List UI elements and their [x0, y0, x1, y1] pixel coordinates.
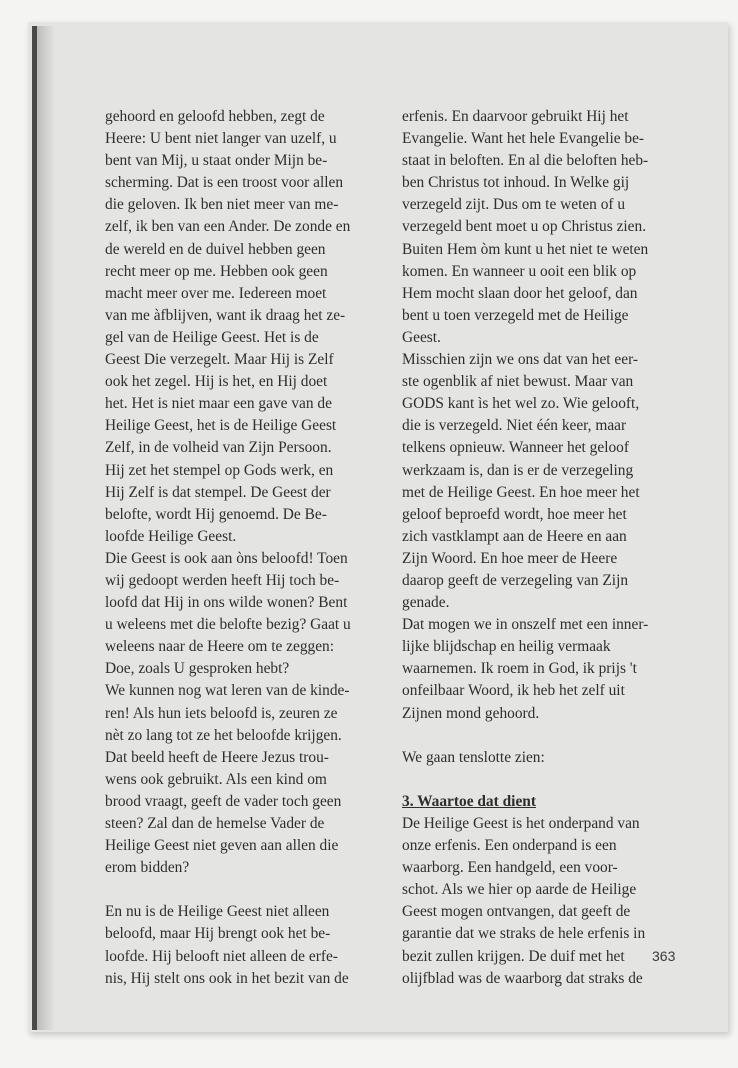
- text-line: Hij zet het stempel op Gods werk, en: [105, 461, 334, 479]
- text-line: We kunnen nog wat leren van de kinde-: [105, 682, 350, 700]
- text-line: scherming. Dat is een troost voor allen: [105, 174, 344, 192]
- text-line: bent u toen verzegeld met de Heilige: [402, 306, 629, 324]
- text-line: Zijnen mond gehoord.: [402, 704, 540, 722]
- text-line: waarborg. Een handgeld, een voor-: [402, 859, 618, 877]
- text-line: ste ogenblik af niet bewust. Maar van: [402, 373, 634, 391]
- text-line: verzegeld zijt. Dus om te weten of u: [402, 196, 626, 214]
- text-line: het. Het is niet maar een gave van de: [105, 395, 332, 413]
- text-line: Hij Zelf is dat stempel. De Geest der: [105, 483, 331, 501]
- text-line: loofd dat Hij in ons wilde wonen? Bent: [105, 594, 348, 612]
- text-line: Geest mogen ontvangen, dat geeft de: [402, 903, 631, 921]
- text-line: waarnemen. Ik roem in God, ik prijs 't: [402, 660, 637, 678]
- text-line: ook het zegel. Hij is het, en Hij doet: [105, 373, 328, 391]
- text-line: werkzaam is, dan is er de verzegeling: [402, 461, 634, 479]
- text-line: telkens opnieuw. Wanneer het geloof: [402, 439, 629, 457]
- text-line: nèt zo lang tot ze het beloofde krijgen.: [105, 726, 342, 744]
- text-line: u weleens met die belofte bezig? Gaat u: [105, 616, 351, 634]
- text-line: brood vraagt, geeft de vader toch geen: [105, 792, 342, 810]
- text-line: ren! Als hun iets beloofd is, zeuren ze: [105, 704, 338, 722]
- text-line: Zelf, in de volheid van Zijn Persoon.: [105, 439, 332, 457]
- text-line: gehoord en geloofd hebben, zegt de: [105, 108, 325, 125]
- text-line: de wereld en de duivel hebben geen: [105, 240, 326, 258]
- text-line: Hem mocht slaan door het geloof, dan: [402, 284, 638, 302]
- text-line: garantie dat we straks de hele erfenis in: [402, 925, 646, 943]
- text-line: Die Geest is ook aan òns beloofd! Toen: [105, 549, 348, 567]
- section-heading: 3. Waartoe dat dient: [402, 792, 536, 810]
- right-text-column: [402, 106, 670, 990]
- paragraph-gap: [402, 725, 670, 747]
- text-line: erom bidden?: [105, 859, 190, 877]
- text-line: van me àfblijven, want ik draag het ze-: [105, 306, 346, 324]
- text-line: macht meer over me. Iedereen moet: [105, 284, 327, 302]
- text-line: onze erfenis. Een onderpand is een: [402, 837, 617, 855]
- text-line: staat in beloften. En al die beloften heb-: [402, 152, 649, 170]
- text-line: zelf, ik ben van een Ander. De zonde en: [105, 218, 351, 236]
- text-line: onfeilbaar Woord, ik heb het zelf uit: [402, 682, 625, 700]
- text-line: geloof beproefd wordt, hoe meer het: [402, 505, 627, 523]
- text-line: erfenis. En daarvoor gebruikt Hij het: [402, 108, 629, 125]
- text-line: schot. Als we hier op aarde de Heilige: [402, 881, 637, 899]
- text-line: olijfblad was de waarborg dat straks de: [402, 969, 643, 987]
- text-line: Zijn Woord. En hoe meer de Heere: [402, 549, 618, 567]
- text-line: genade.: [402, 594, 450, 612]
- paragraph-gap: [105, 879, 367, 901]
- text-line: Heilige Geest, het is de Heilige Geest: [105, 417, 337, 435]
- page-number: 363: [652, 948, 676, 964]
- text-line: Buiten Hem òm kunt u het niet te weten: [402, 240, 649, 258]
- text-line: wens ook gebruikt. Als een kind om: [105, 770, 327, 788]
- text-line: Doe, zoals U gesproken hebt?: [105, 660, 290, 678]
- text-line: We gaan tenslotte zien:: [402, 748, 545, 766]
- left-text-column: [105, 106, 367, 990]
- text-line: bezit zullen krijgen. De duif met het: [402, 947, 625, 965]
- text-line: bent van Mij, u staat onder Mijn be-: [105, 152, 328, 170]
- page-spine-edge: [32, 26, 37, 1030]
- text-line: die is verzegeld. Niet één keer, maar: [402, 417, 627, 435]
- text-line: komen. En wanneer u ooit een blik op: [402, 262, 637, 280]
- text-line: weleens naar de Heere om te zeggen:: [105, 638, 335, 656]
- text-line: recht meer op me. Hebben ook geen: [105, 262, 328, 280]
- text-line: beloofd, maar Hij brengt ook het be-: [105, 925, 331, 943]
- paragraph-gap: [402, 769, 670, 791]
- text-line: daarop geeft de verzegeling van Zijn: [402, 571, 629, 589]
- text-line: loofde Heilige Geest.: [105, 527, 237, 545]
- text-line: GODS kant ìs het wel zo. Wie gelooft,: [402, 395, 640, 413]
- text-line: Heere: U bent niet langer van uzelf, u: [105, 130, 337, 148]
- text-line: gel van de Heilige Geest. Het is de: [105, 328, 319, 346]
- text-line: nis, Hij stelt ons ook in het bezit van de: [105, 969, 349, 987]
- text-line: Misschien zijn we ons dat van het eer-: [402, 351, 639, 369]
- text-line: Evangelie. Want het hele Evangelie be-: [402, 130, 645, 148]
- page-gutter: [37, 26, 55, 1030]
- text-line: belofte, wordt Hij genoemd. De Be-: [105, 505, 327, 523]
- text-line: die geloven. Ik ben niet meer van me-: [105, 196, 339, 214]
- text-line: steen? Zal dan de hemelse Vader de: [105, 815, 325, 832]
- text-line: De Heilige Geest is het onderpand van: [402, 815, 640, 832]
- text-line: ben Christus tot inhoud. In Welke gij: [402, 174, 630, 192]
- text-line: zich vastklampt aan de Heere en aan: [402, 527, 627, 545]
- text-line: Geest Die verzegelt. Maar Hij is Zelf: [105, 351, 334, 369]
- text-line: Heilige Geest niet geven aan allen die: [105, 837, 339, 855]
- text-line: verzegeld bent moet u op Christus zien.: [402, 218, 647, 236]
- text-line: loofde. Hij belooft niet alleen de erfe-: [105, 947, 338, 965]
- text-line: lijke blijdschap en heilig vermaak: [402, 638, 611, 656]
- text-line: wij gedoopt werden heeft Hij toch be-: [105, 571, 340, 589]
- text-line: met de Heilige Geest. En hoe meer het: [402, 483, 640, 501]
- text-line: Dat mogen we in onszelf met een inner-: [402, 616, 649, 634]
- text-line: Dat beeld heeft de Heere Jezus trou-: [105, 748, 329, 766]
- text-line: Geest.: [402, 328, 441, 346]
- text-line: En nu is de Heilige Geest niet alleen: [105, 903, 330, 921]
